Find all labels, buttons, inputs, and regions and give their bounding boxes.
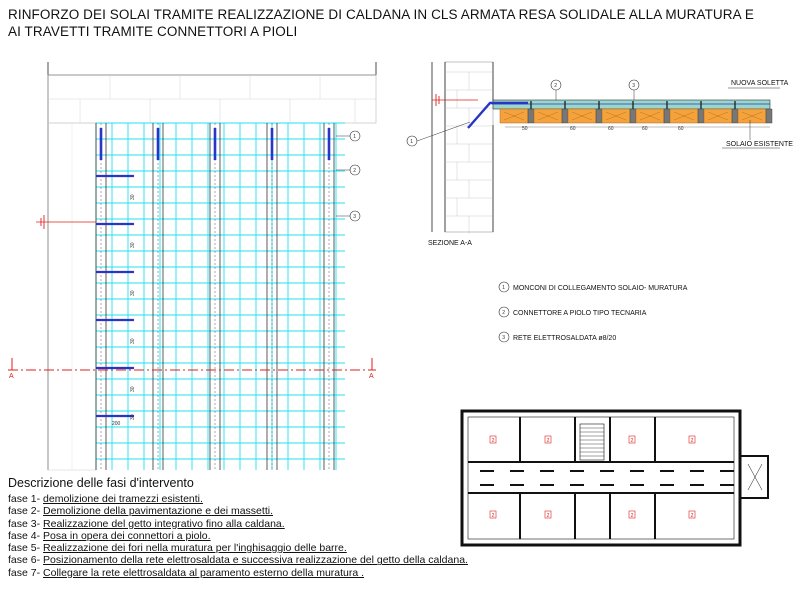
svg-text:2: 2 (491, 438, 495, 444)
svg-text:A: A (369, 373, 374, 380)
svg-text:30: 30 (130, 414, 136, 420)
title-line-2: AI TRAVETTI TRAMITE CONNETTORI A PIOLI (8, 24, 298, 39)
svg-text:2: 2 (546, 438, 550, 444)
svg-text:50: 50 (522, 126, 528, 132)
phase-list (8, 493, 568, 579)
svg-text:3: 3 (353, 214, 357, 220)
spacing-labels (130, 194, 136, 420)
svg-text:30: 30 (130, 194, 136, 200)
plan-callouts (336, 131, 360, 221)
room-marker-4 (689, 436, 695, 444)
svg-text:60: 60 (608, 126, 614, 132)
legend-item-3: RETE ELETTROSALDATA ø8/20 (513, 335, 617, 342)
svg-text:2: 2 (546, 513, 550, 519)
room-marker-2 (545, 436, 551, 444)
legend-item-1: MONCONI DI COLLEGAMENTO SOLAIO- MURATURA (513, 285, 688, 292)
title-line-1: RINFORZO DEI SOLAI TRAMITE REALIZZAZIONE DI CALDANA IN CLS ARMATA RESA SOLIDALE ALLA MURATURA E (8, 7, 754, 22)
existing-floor-blocks (500, 109, 772, 123)
svg-text:2: 2 (353, 168, 357, 174)
svg-text:1: 1 (502, 285, 506, 291)
phase-2: fase 2- Demolizione della pavimentazione e dei massetti. (8, 505, 273, 518)
svg-text:2: 2 (690, 513, 694, 519)
svg-text:30: 30 (130, 290, 136, 296)
phase-4: fase 4- Posa in opera dei connettori a piolo. (8, 529, 211, 542)
label-existing-floor: SOLAIO ESISTENTE (726, 141, 793, 148)
svg-text:2: 2 (630, 438, 634, 444)
plan-dimension: 200 (112, 421, 121, 427)
intervention-phases (8, 476, 568, 579)
red-level-mark (36, 215, 96, 229)
phase-6: fase 6- Posizionamento della rete elettrosaldata e successiva realizzazione del getto della caldana. (8, 554, 468, 567)
svg-text:2: 2 (690, 438, 694, 444)
phase-7: fase 7- Collegare la rete elettrosaldata al paramento esterno della muratura . (8, 566, 365, 579)
room-marker-7 (629, 511, 635, 519)
svg-text:30: 30 (130, 242, 136, 248)
legend-item-2: CONNETTORE A PIOLO TIPO TECNARIA (513, 310, 647, 317)
svg-text:60: 60 (570, 126, 576, 132)
room-marker-8 (689, 511, 695, 519)
svg-text:1: 1 (410, 139, 414, 145)
svg-text:3: 3 (632, 83, 636, 89)
svg-text:30: 30 (130, 386, 136, 392)
phase-1: fase 1- demolizione dei tramezzi esistenti. (8, 493, 203, 505)
svg-text:2: 2 (554, 83, 558, 89)
room-marker-1 (490, 436, 496, 444)
section-a-a (407, 62, 793, 247)
svg-text:2: 2 (630, 513, 634, 519)
svg-text:1: 1 (353, 134, 357, 140)
phases-title: Descrizione delle fasi d'intervento (8, 476, 194, 490)
svg-text:2: 2 (491, 513, 495, 519)
legend (499, 282, 688, 342)
phase-3: fase 3- Realizzazione del getto integrativo fino alla caldana. (8, 517, 285, 530)
new-slab (493, 100, 770, 109)
room-marker-3 (629, 436, 635, 444)
plan-view (8, 62, 376, 470)
phase-5: fase 5- Realizzazione dei fori nella muratura per l'inghisaggio delle barre. (8, 542, 347, 555)
label-new-slab: NUOVA SOLETTA (731, 80, 789, 87)
section-title: SEZIONE A-A (428, 240, 472, 247)
svg-text:30: 30 (130, 338, 136, 344)
svg-text:2: 2 (502, 310, 506, 316)
svg-text:A: A (9, 373, 14, 380)
svg-text:60: 60 (678, 126, 684, 132)
svg-text:3: 3 (502, 335, 506, 341)
svg-text:60: 60 (642, 126, 648, 132)
